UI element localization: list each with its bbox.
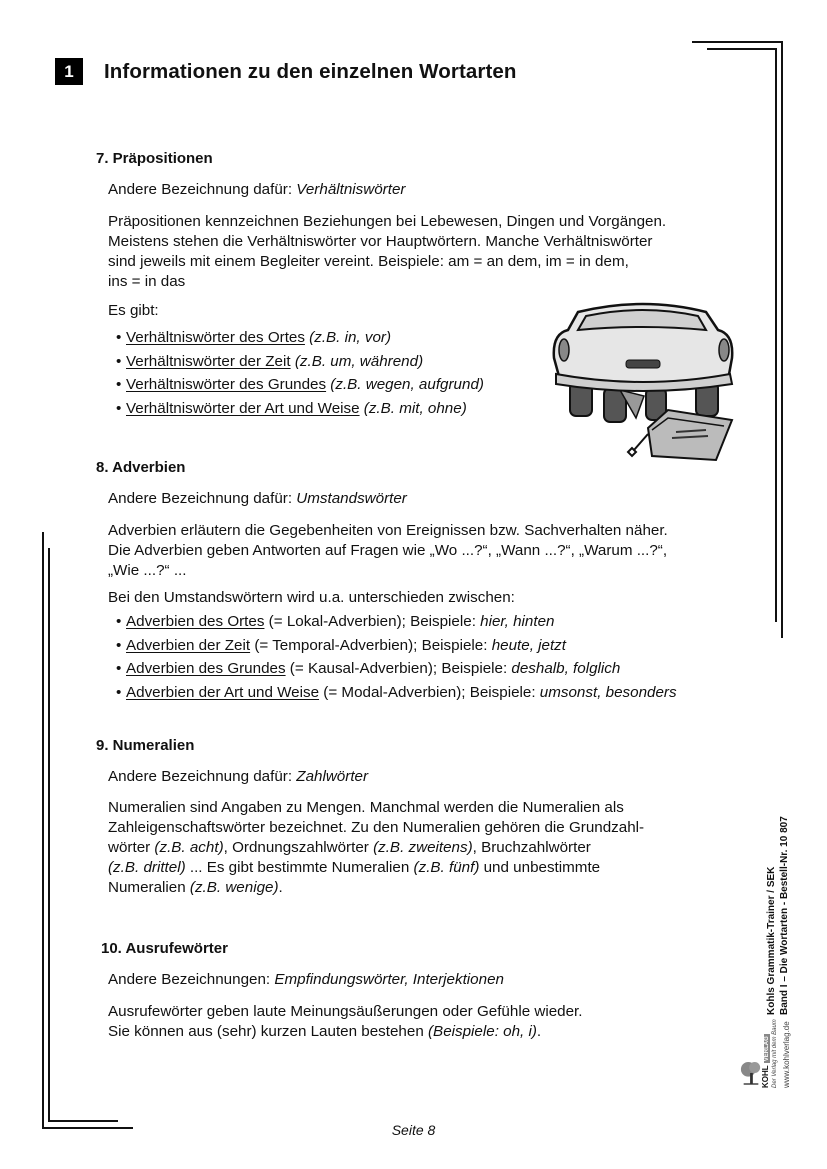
example-run: (z.B. fünf) [413,859,480,876]
paragraph-line: Präpositionen kennzeichnen Beziehungen bei Lebewesen, Dingen und Vorgängen. [108,213,667,230]
list-item [106,373,484,397]
example-run: (z.B. drittel) [108,859,186,876]
paragraph-numeralien [108,798,644,898]
list-item-detail: (= Temporal-Adverbien); Beispiele: [250,636,492,654]
alt-name-ausrufewoerter [108,970,504,990]
paragraph-line: sind jeweils mit einem Begleiter vereint. Beispiele: am = an dem, im = in dem, [108,253,629,270]
publisher-line-1 [766,867,777,1015]
frame-left-inner-vertical [48,548,50,1122]
frame-right-outer-vertical [781,41,783,638]
series-title: Kohls Grammatik-Trainer / SEK [766,866,777,1015]
text-run: ... Es gibt bestimmte Numeralien [185,859,414,876]
frame-top-outer-horizontal [692,41,783,43]
text-run: , Bruchzahlwörter [472,839,591,856]
list-item-detail: (= Lokal-Adverbien); Beispiele: [264,613,481,630]
paragraph-ausrufewoerter [108,1002,583,1042]
paragraph-line: Die Adverbien geben Antworten auf Fragen wie „Wo ...?“, „Wann ...?“, „Warum ...?“, [108,542,668,559]
list-item-term: Verhältniswörter des Ortes [126,329,305,346]
alt-name-label: Andere Bezeichnung dafür: [108,181,297,198]
example-run: (z.B. acht) [154,839,224,856]
alt-name-value: Empfindungswörter, Interjektionen [274,971,504,988]
alt-name-label: Andere Bezeichnung dafür: [108,490,297,507]
list-item-example: umsonst, besonders [539,684,677,702]
alt-name-label: Andere Bezeichnung dafür: [108,768,297,785]
alt-name-adverbien [108,489,407,509]
paragraph-line: Adverbien erläutern die Gegebenheiten von Ereignissen bzw. Sachverhalten näher. [108,522,668,539]
list-item-term: Verhältniswörter der Zeit [126,352,291,370]
chapter-number-badge: 1 [55,58,83,85]
paragraph-line: „Wie ...?“ ... [108,562,187,579]
paragraph-line [108,858,644,878]
paragraph-adverbien [108,521,668,581]
list-item [106,326,484,350]
paragraph-line: Zahleigenschaftswörter bezeichnet. Zu den Numeralien gehören die Grundzahl- [108,819,645,836]
list-item-example: (z.B. mit, ohne) [359,400,467,418]
text-run: wörter [108,839,155,856]
list-praepositionen [106,326,484,421]
list-item-example: hier, hinten [480,613,555,630]
section-heading-ausrufewoerter: 10. Ausrufewörter [101,940,228,957]
list-intro-praepositionen: Es gibt: [108,302,159,319]
publisher-website: www.kohlverlag.de [782,1021,791,1088]
list-item-example: (z.B. wegen, aufgrund) [326,376,484,394]
example-run: (z.B. zweitens) [373,839,473,856]
alt-name-label: Andere Bezeichnungen: [108,971,275,988]
list-item [106,657,677,681]
list-item-term: Verhältniswörter des Grundes [126,376,327,394]
alt-name-value: Verhältniswörter [296,181,406,198]
paragraph-line: Numeralien sind Angaben zu Mengen. Manchmal werden die Numeralien als [108,799,624,816]
list-intro-adverbien: Bei den Umstandswörtern wird u.a. unterschieden zwischen: [108,589,515,606]
paragraph-line: Meistens stehen die Verhältniswörter vor Hauptwörtern. Manche Verhältniswörter [108,233,653,250]
text-run: Numeralien [108,879,190,896]
publisher-slogan: Der Verlag mit dem Baum [772,1019,778,1088]
publisher-badge: VERLAG [764,1036,770,1062]
text-run: und unbestimmte [479,859,601,876]
alt-name-value: Zahlwörter [296,768,369,785]
paragraph-line [108,838,644,858]
list-item-term: Adverbien der Zeit [126,636,251,654]
tree-logo-icon [740,1060,762,1086]
section-heading-numeralien: 9. Numeralien [96,737,195,754]
publisher-side-info [738,760,798,1090]
paragraph-line [108,878,644,898]
list-item [106,681,677,705]
list-item-example: heute, jetzt [491,636,566,654]
text-run: Sie können aus (sehr) kurzen Lauten bestehen [108,1023,428,1040]
section-heading-adverbien: 8. Adverbien [96,459,186,476]
list-item-term: Adverbien der Art und Weise [126,684,320,702]
example-run: (Beispiele: oh, i) [428,1023,537,1040]
paragraph-line: Ausrufewörter geben laute Meinungsäußerungen oder Gefühle wieder. [108,1003,583,1020]
list-item-example: (z.B. um, während) [290,352,424,370]
frame-top-inner-horizontal [707,48,777,50]
list-item-detail: (= Kausal-Adverbien); Beispiele: [285,660,512,678]
publisher-name: KOHL [761,1065,770,1088]
paragraph-line [108,1022,583,1042]
publisher-line-2 [779,816,790,1015]
page-title: Informationen zu den einzelnen Wortarten [104,60,517,83]
list-item [106,610,677,634]
car-repair-illustration-icon [548,300,738,465]
list-item-term: Verhältniswörter der Art und Weise [126,400,360,418]
frame-left-outer-vertical [42,532,44,1129]
list-item-term: Adverbien des Ortes [126,613,265,630]
list-adverbien [106,610,677,705]
list-item [106,397,484,421]
volume-title: Band I – Die Wortarten - Bestell-Nr. 10 807 [779,816,790,1015]
list-item-example: (z.B. in, vor) [304,329,392,346]
paragraph-praepositionen [108,212,666,292]
list-item [106,350,484,374]
alt-name-numeralien [108,767,368,787]
paragraph-line: ins = in das [108,273,186,290]
text-run: . [536,1023,542,1040]
list-item-term: Adverbien des Grundes [126,660,286,678]
alt-name-praepositionen [108,180,405,200]
page-number: Seite 8 [391,1122,436,1138]
frame-right-inner-vertical [775,48,777,622]
list-item-detail: (= Modal-Adverbien); Beispiele: [319,684,540,702]
list-item [106,634,677,658]
alt-name-value: Umstandswörter [296,490,407,507]
text-run: . [278,879,283,896]
example-run: (z.B. wenige) [189,879,279,896]
text-run: , Ordnungszahlwörter [223,839,374,856]
section-heading-praepositionen: 7. Präpositionen [96,150,213,167]
list-item-example: deshalb, folglich [511,660,621,678]
